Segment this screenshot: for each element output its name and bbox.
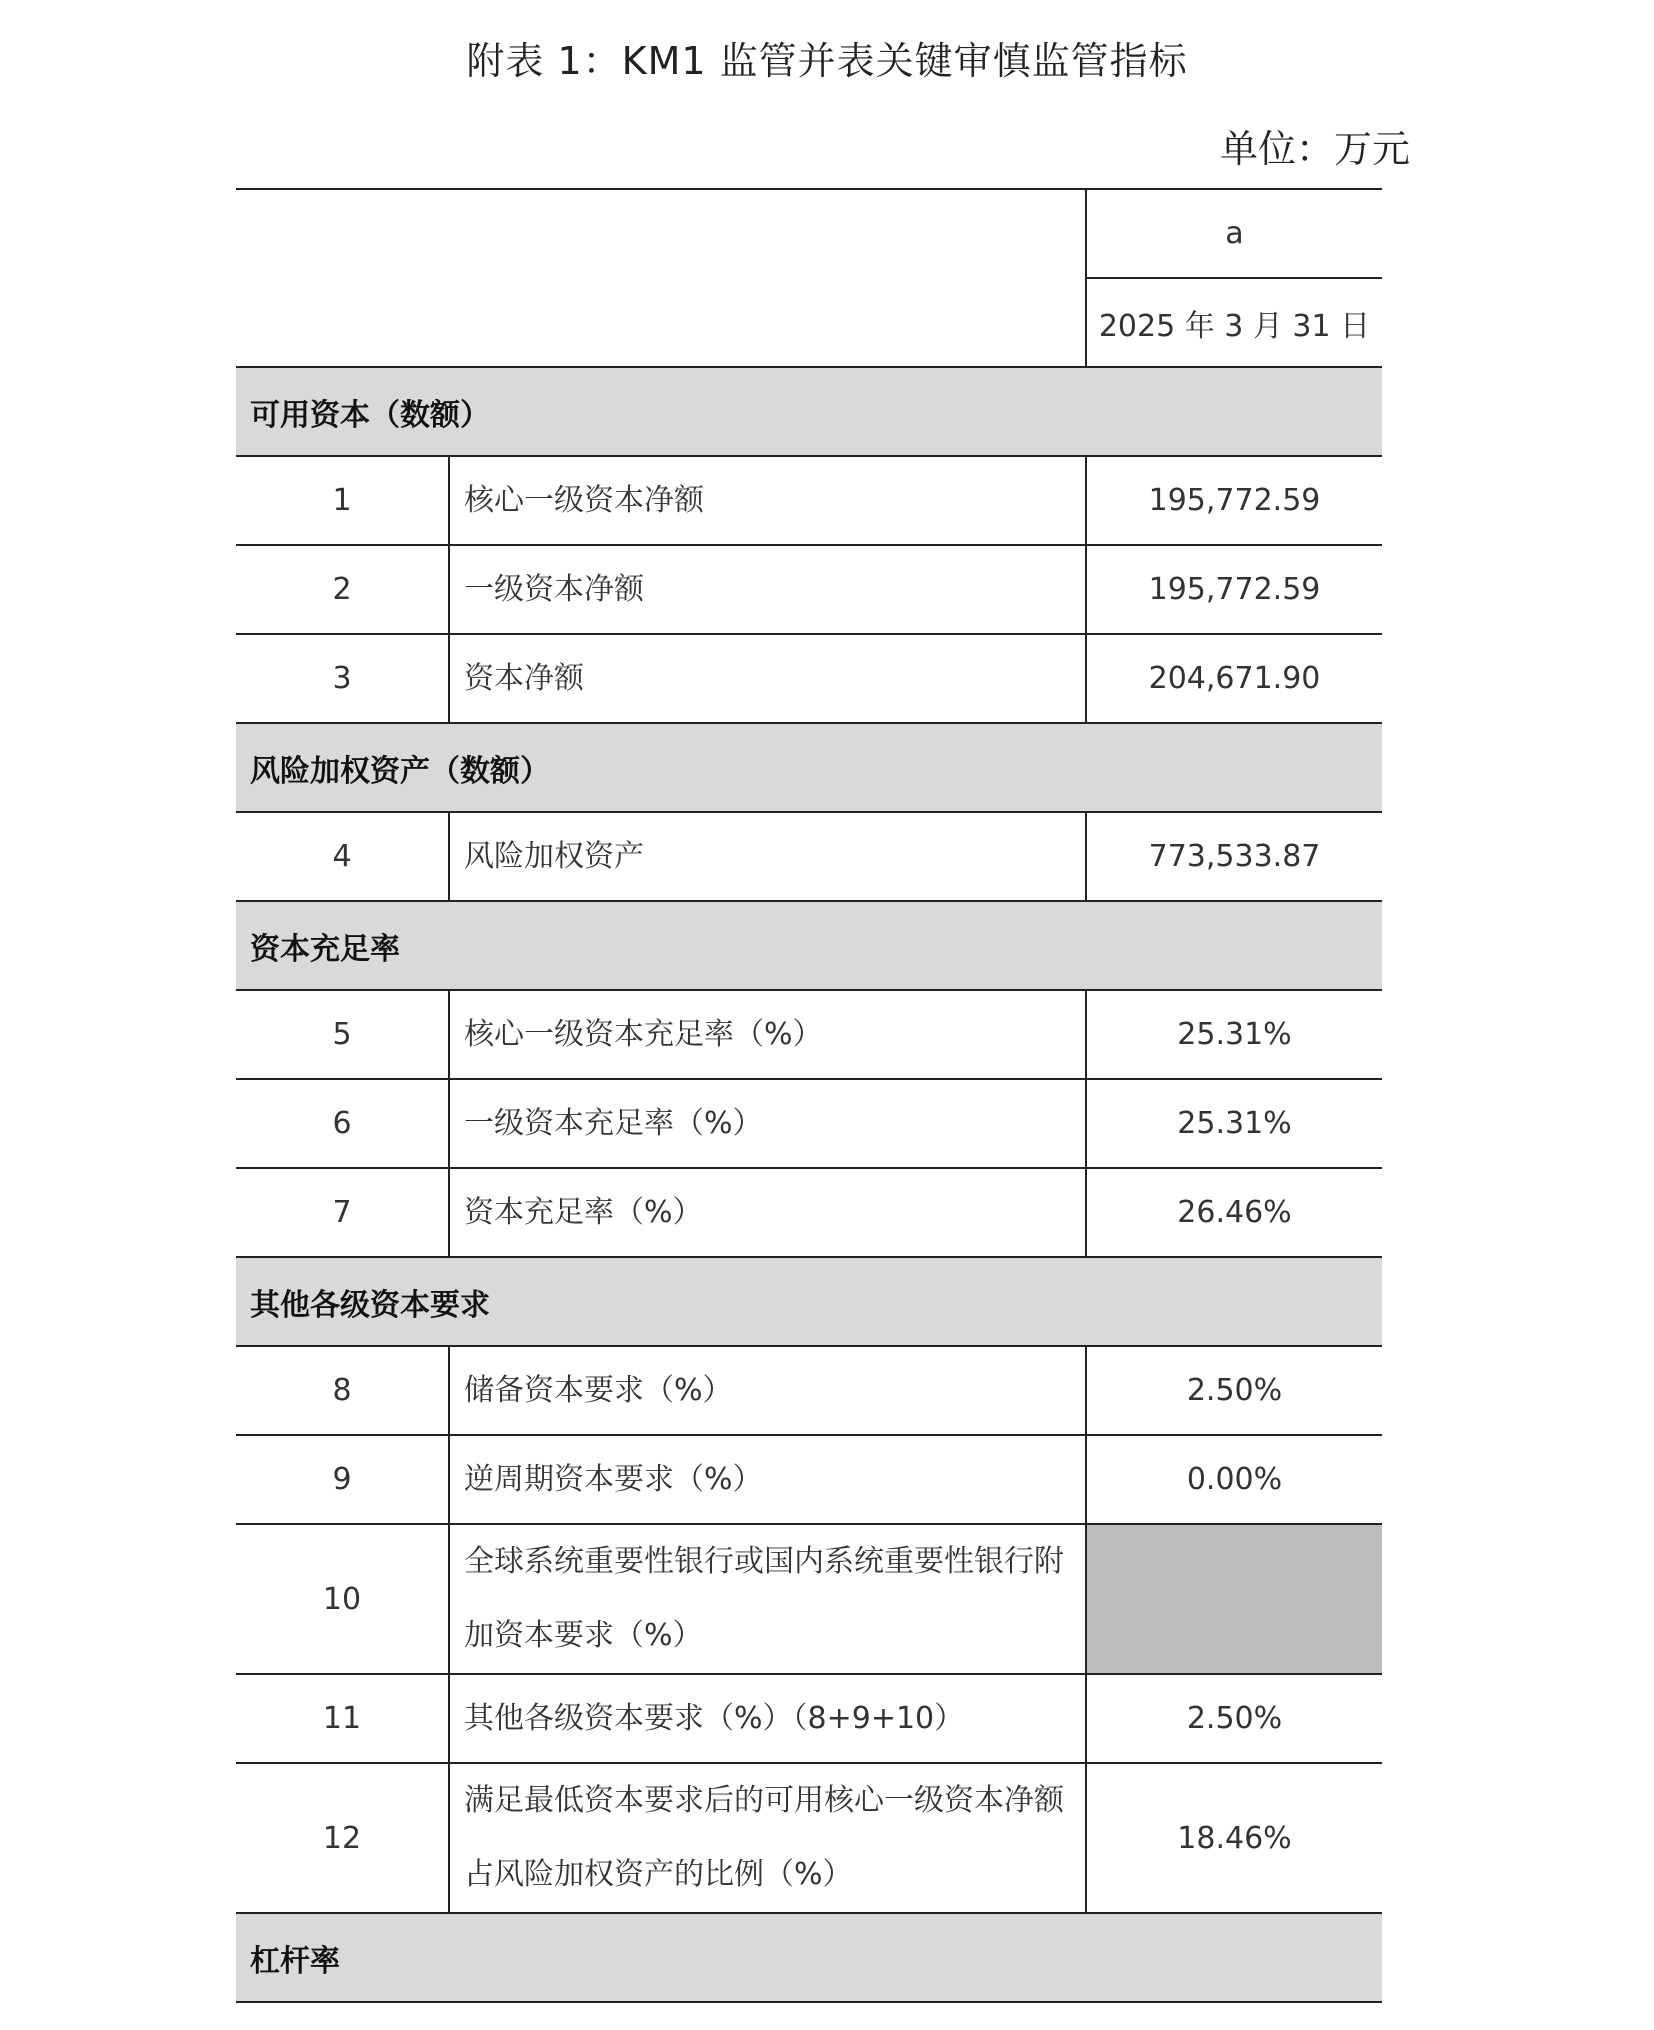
row-label: 全球系统重要性银行或国内系统重要性银行附加资本要求（%） bbox=[449, 1524, 1086, 1674]
section-title: 其他各级资本要求 bbox=[236, 1257, 1382, 1346]
row-value: 204,671.90 bbox=[1086, 634, 1382, 723]
row-value: 26.46% bbox=[1086, 1168, 1382, 1257]
row-value: 0.00% bbox=[1086, 1435, 1382, 1524]
row-label: 逆周期资本要求（%） bbox=[449, 1435, 1086, 1524]
row-value: 25.31% bbox=[1086, 1079, 1382, 1168]
row-value: 195,772.59 bbox=[1086, 545, 1382, 634]
row-number: 1 bbox=[236, 456, 449, 545]
row-value: 18.46% bbox=[1086, 1763, 1382, 1913]
row-label: 风险加权资产 bbox=[449, 812, 1086, 901]
row-label: 资本净额 bbox=[449, 634, 1086, 723]
row-label: 一级资本净额 bbox=[449, 545, 1086, 634]
section-title: 可用资本（数额） bbox=[236, 367, 1382, 456]
table-row bbox=[236, 1346, 1382, 1435]
row-label: 资本充足率（%） bbox=[449, 1168, 1086, 1257]
header-row-letter bbox=[236, 189, 1382, 278]
section-title: 杠杆率 bbox=[236, 1913, 1382, 2002]
row-number: 9 bbox=[236, 1435, 449, 1524]
row-value: 25.31% bbox=[1086, 990, 1382, 1079]
table-row bbox=[236, 1435, 1382, 1524]
row-number: 7 bbox=[236, 1168, 449, 1257]
row-label: 核心一级资本充足率（%） bbox=[449, 990, 1086, 1079]
section-leverage bbox=[236, 1913, 1382, 2002]
table-row bbox=[236, 456, 1382, 545]
row-label: 核心一级资本净额 bbox=[449, 456, 1086, 545]
section-title: 资本充足率 bbox=[236, 901, 1382, 990]
table-row bbox=[236, 1168, 1382, 1257]
section-other-requirements bbox=[236, 1257, 1382, 1346]
table-row bbox=[236, 1079, 1382, 1168]
row-number: 11 bbox=[236, 1674, 449, 1763]
row-value: 195,772.59 bbox=[1086, 456, 1382, 545]
row-number: 4 bbox=[236, 812, 449, 901]
row-number: 5 bbox=[236, 990, 449, 1079]
row-number: 10 bbox=[236, 1524, 449, 1674]
page-title: 附表 1：KM1 监管并表关键审慎监管指标 bbox=[466, 39, 1188, 83]
row-number: 3 bbox=[236, 634, 449, 723]
section-available-capital bbox=[236, 367, 1382, 456]
unit-label: 单位：万元 bbox=[1219, 127, 1410, 171]
row-label: 一级资本充足率（%） bbox=[449, 1079, 1086, 1168]
column-date-header: 2025 年 3 月 31 日 bbox=[1086, 278, 1382, 367]
row-value: 2.50% bbox=[1086, 1346, 1382, 1435]
row-label: 其他各级资本要求（%）（8+9+10） bbox=[449, 1674, 1086, 1763]
row-number: 12 bbox=[236, 1763, 449, 1913]
row-number: 8 bbox=[236, 1346, 449, 1435]
section-rwa bbox=[236, 723, 1382, 812]
table-row bbox=[236, 1763, 1382, 1913]
row-label: 满足最低资本要求后的可用核心一级资本净额占风险加权资产的比例（%） bbox=[449, 1763, 1086, 1913]
row-value: 773,533.87 bbox=[1086, 812, 1382, 901]
table-row bbox=[236, 990, 1382, 1079]
table-row bbox=[236, 634, 1382, 723]
row-value-shaded bbox=[1086, 1524, 1382, 1674]
table-row bbox=[236, 1674, 1382, 1763]
table-row bbox=[236, 812, 1382, 901]
table-row bbox=[236, 1524, 1382, 1674]
row-number: 6 bbox=[236, 1079, 449, 1168]
row-number: 2 bbox=[236, 545, 449, 634]
km1-table bbox=[236, 188, 1382, 2003]
section-title: 风险加权资产（数额） bbox=[236, 723, 1382, 812]
row-value: 2.50% bbox=[1086, 1674, 1382, 1763]
header-blank-cell bbox=[236, 189, 1086, 367]
table-row bbox=[236, 545, 1382, 634]
section-capital-ratios bbox=[236, 901, 1382, 990]
column-letter-header: a bbox=[1086, 189, 1382, 278]
row-label: 储备资本要求（%） bbox=[449, 1346, 1086, 1435]
